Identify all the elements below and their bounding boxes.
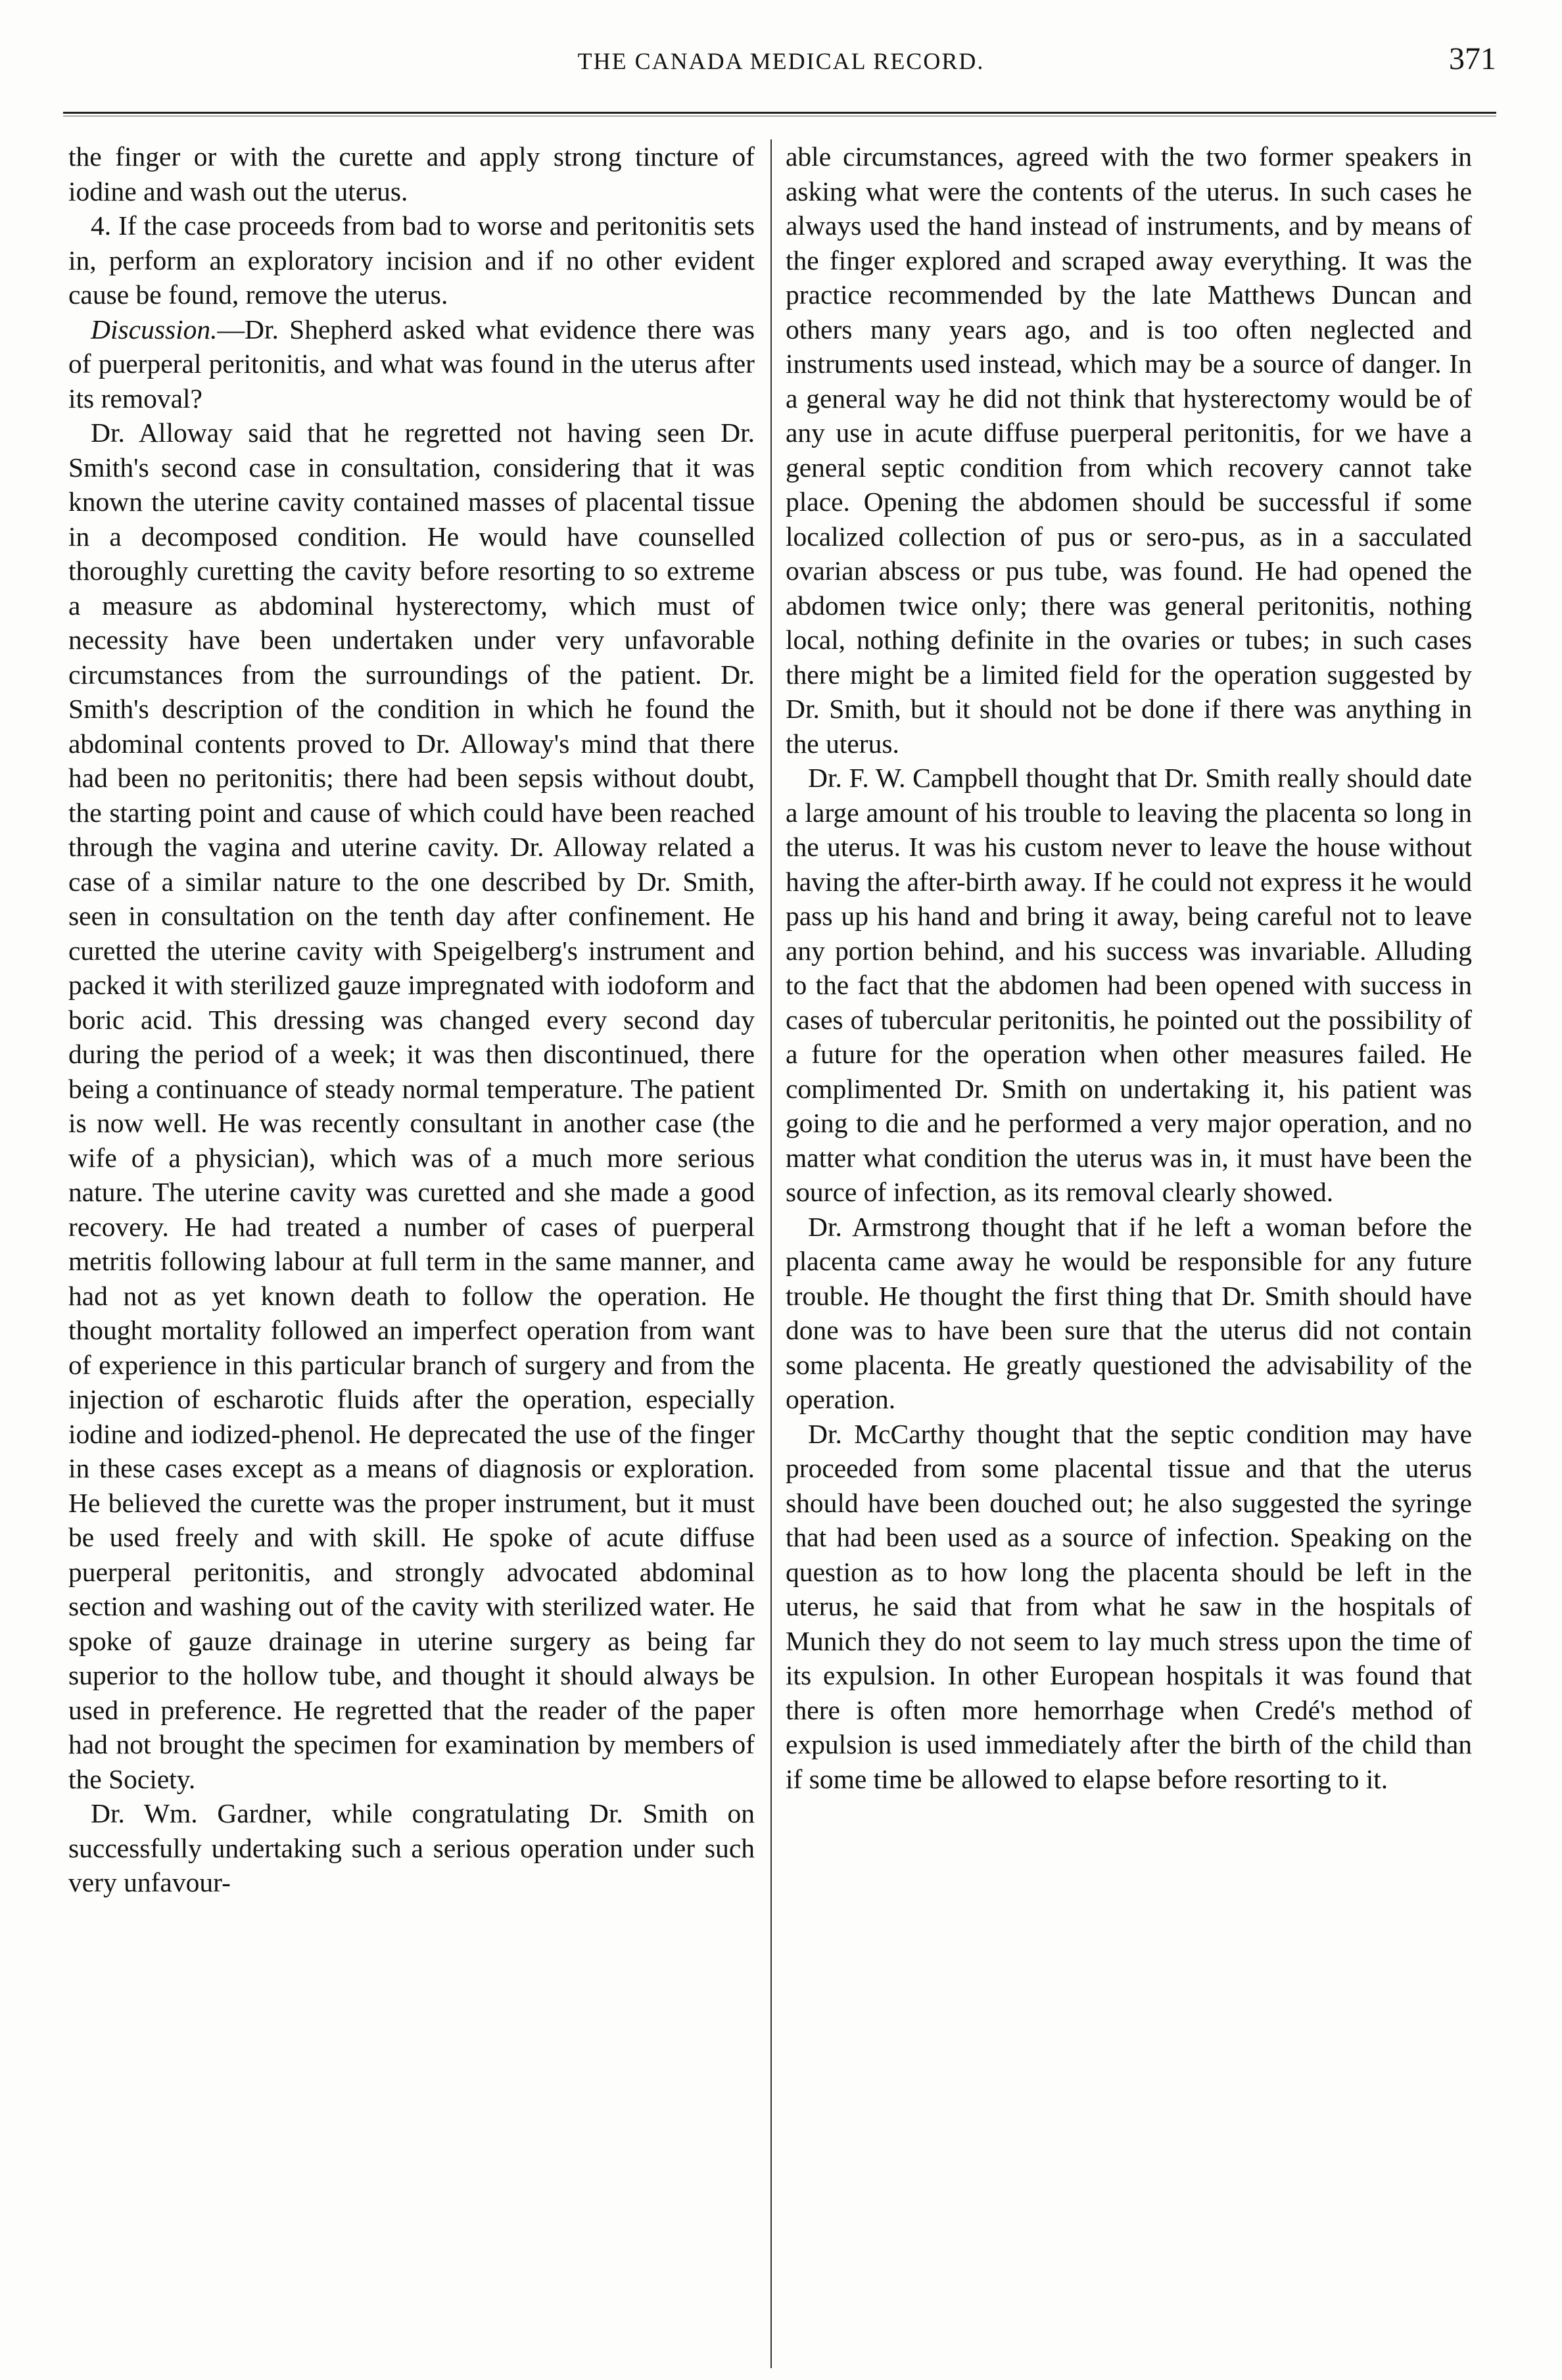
paragraph: Dr. F. W. Campbell thought that Dr. Smith really should date a large amount of his trouble to leaving the placenta so long in the uterus. It was his custom never to leave the house without having the after-birth away. If he could not express it he would pass up his hand and bring it away, being careful not to leave any portion behind, and his success was invariable. Alluding to the fact that the abdomen had been opened with success in cases of tubercular peritonitis, he pointed out the possibility of a future for the operation when other measures failed. He complimented Dr. Smith on undertaking it, his patient was going to die and he performed a very major operation, and no matter what condition the uterus was in, it must have been the source of infection, as its removal clearly showed. xyxy=(786,763,1472,1207)
paragraph: 4. If the case proceeds from bad to worse and peritonitis sets in, perform an exploratory incision and if no other evident cause be found, remove the uterus. xyxy=(68,210,755,310)
paragraph: Dr. Armstrong thought that if he left a woman before the placenta came away he would be responsible for any future trouble. He thought the first thing that Dr. Smith should have done was to have been sure that the uterus did not contain some placenta. He greatly questioned the advisability of the operation. xyxy=(786,1211,1472,1414)
paragraph: the finger or with the curette and apply strong tincture of iodine and wash out the uterus. xyxy=(68,141,755,206)
discussion-label: Discussion. xyxy=(91,314,218,345)
paragraph: Dr. Alloway said that he regretted not having seen Dr. Smith's second case in consultation, considering that it was known the uterine cavity contained masses of placental tissue in a decomposed condition. He would have counselled thoroughly curetting the cavity before resorting to so extreme a measure as abdominal hysterectomy, which must of necessity have been undertaken under very unfavorable circumstances from the surroundings of the patient. Dr. Smith's description of the condition in which he found the abdominal contents proved to Dr. Alloway's mind that there had been no peritonitis; there had been sepsis without doubt, the starting point and cause of which could have been reached through the vagina and uterine cavity. Dr. Alloway related a case of a similar nature to the one described by Dr. Smith, seen in consultation on the tenth day after confinement. He curetted the uterine cavity with Speigelberg's instrument and packed it with sterilized gauze impregnated with iodoform and boric acid. This dressing was changed every second day during the period of a week; it was then discontinued, there being a continuance of steady normal temperature. The patient is now well. He was recently consultant in another case (the wife of a physician), which was of a much more serious nature. The uterine cavity was curetted and she made a good recovery. He had treated a number of cases of puerperal metritis following labour at full term in the same manner, and had not as yet known death to follow the operation. He thought mortality followed an imperfect operation from want of experience in this particular branch of surgery and from the injection of escharotic fluids after the operation, especially iodine and iodized-phenol. He deprecated the use of the finger in these cases except as a means of diagnosis or exploration. He believed the curette was the proper instrument, but it must be used freely and with skill. He spoke of acute diffuse puerperal peritonitis, and strongly advocated abdominal section and washing out of the cavity with sterilized water. He spoke of gauze drainage in uterine surgery as being far superior to the hollow tube, and thought it should always be used in preference. He regretted that the reader of the paper had not brought the specimen for examination by members of the Society. xyxy=(68,417,755,1794)
column-divider xyxy=(770,139,772,2368)
running-title: THE CANADA MEDICAL RECORD. xyxy=(577,48,985,74)
left-column xyxy=(68,139,755,2368)
page-number: 371 xyxy=(1449,41,1496,76)
header-rule xyxy=(63,112,1496,114)
right-column xyxy=(786,139,1472,2368)
paragraph: Dr. McCarthy thought that the septic condition may have proceeded from some placental tissue and that the uterus should have been douched out; he also suggested the syringe that had been used as a source of infection. Speaking on the question as to how long the placenta should be left in the uterus, he said that from what he saw in the hospitals of Munich they do not seem to lay much stress upon the time of its expulsion. In other European hospitals it was found that there is often more hemorrhage when Credé's method of expulsion is used immediately after the birth of the child than if some time be allowed to elapse before resorting to it. xyxy=(786,1418,1472,1794)
discussion-paragraph xyxy=(68,312,755,416)
paragraph: able circumstances, agreed with the two former speakers in asking what were the contents of the uterus. In such cases he always used the hand instead of instruments, and by means of the finger explored and scraped away everything. It was the practice recommended by the late Matthews Duncan and others many years ago, and is too often neglected and instruments used instead, which may be a source of danger. In a general way he did not think that hysterectomy would be of any use in acute diffuse puerperal peritonitis, for we have a general septic condition from which recovery cannot take place. Opening the abdomen should be successful if some localized collection of pus or sero-pus, as in a sacculated ovarian abscess or pus tube, was found. He had opened the abdomen twice only; there was general peritonitis, nothing local, nothing definite in the ovaries or tubes; in such cases there might be a limited field for the operation suggested by Dr. Smith, but it should not be done if there was anything in the uterus. xyxy=(786,141,1472,759)
paragraph: Dr. Wm. Gardner, while congratulating Dr. Smith on successfully undertaking such a serious operation under such very unfavour- xyxy=(68,1798,755,1897)
page-header xyxy=(0,0,1562,99)
discussion-text: —Dr. Shepherd asked what evidence there was of puerperal peritonitis, and what was found in the uterus after its removal? xyxy=(68,314,755,414)
